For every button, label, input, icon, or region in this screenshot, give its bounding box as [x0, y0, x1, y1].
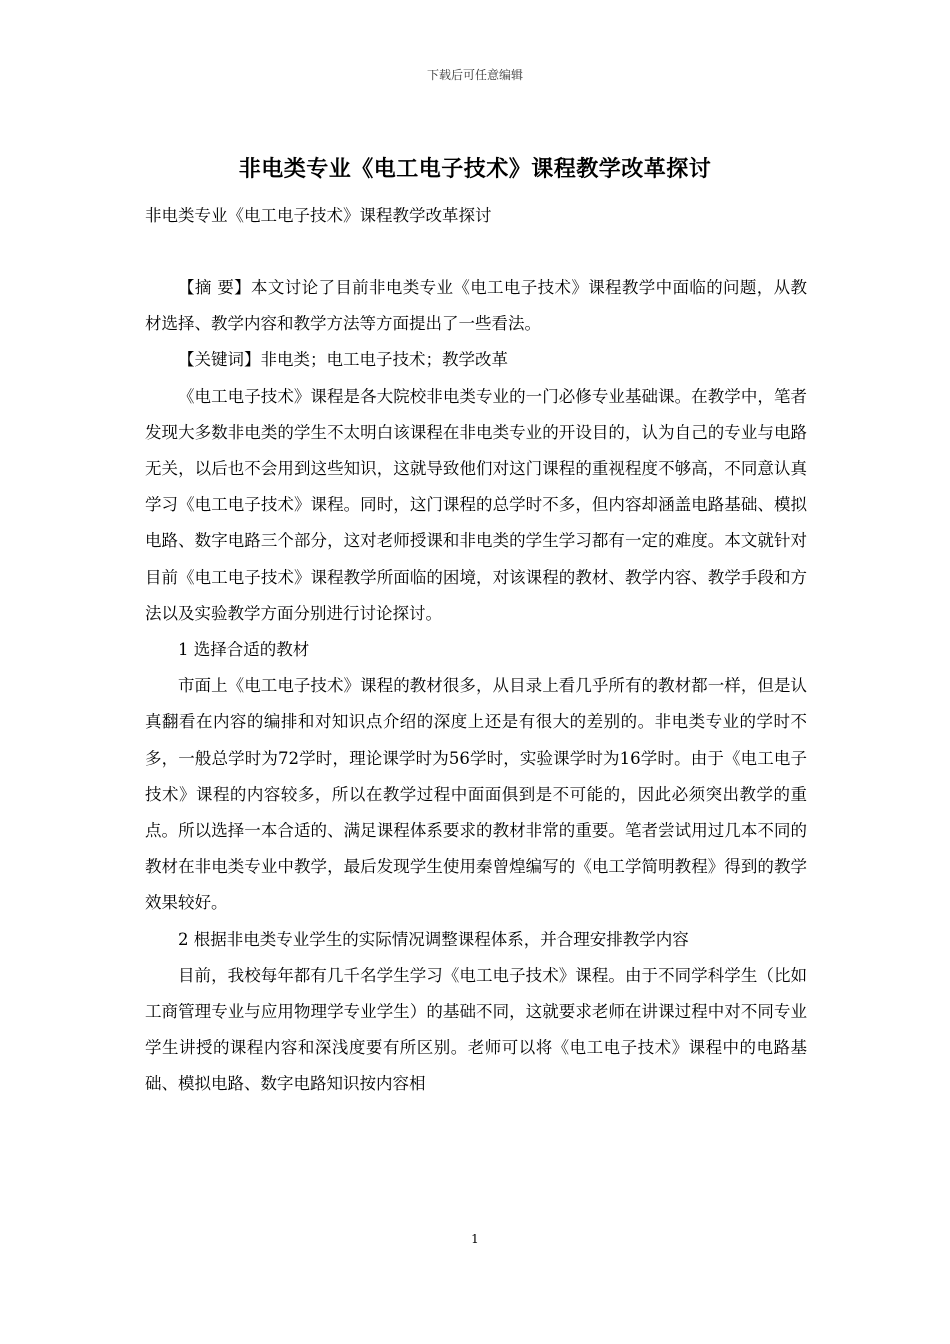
page-number: 1	[471, 1232, 479, 1246]
section-2-paragraph: 目前，我校每年都有几千名学生学习《电工电子技术》课程。由于不同学科学生（比如工商管理专业与应用物理学专业学生）的基础不同，这就要求老师在讲课过程中对不同专业学生讲授的课程内容和深浅度要有所区别。老师可以将《电工电子技术》课程中的电路基础、模拟电路、数字电路知识按内容相	[145, 965, 807, 1094]
section-heading-1: 1 选择合适的教材	[178, 640, 310, 660]
document-subtitle: 非电类专业《电工电子技术》课程教学改革探讨	[145, 206, 492, 225]
keywords-paragraph: 【关键词】非电类；电工电子技术；教学改革	[178, 350, 508, 370]
document-body	[145, 270, 807, 1103]
section-1-paragraph: 市面上《电工电子技术》课程的教材很多，从目录上看几乎所有的教材都一样，但是认真翻看在内容的编排和对知识点介绍的深度上还是有很大的差别的。非电类专业的学时不多，一般总学时为72学时，理论课学时为56学时，实验课学时为16学时。由于《电工电子技术》课程的内容较多，所以在教学过程中面面俱到是不可能的，因此必须突出教学的重点。所以选择一本合适的、满足课程体系要求的教材非常的重要。笔者尝试用过几本不同的教材在非电类专业中教学，最后发现学生使用秦曾煌编写的《电工学简明教程》得到的教学效果较好。	[145, 676, 807, 913]
document-title: 非电类专业《电工电子技术》课程教学改革探讨	[238, 156, 712, 182]
page-header: 下载后可任意编辑	[426, 68, 523, 82]
intro-paragraph: 《电工电子技术》课程是各大院校非电类专业的一门必修专业基础课。在教学中，笔者发现大多数非电类的学生不太明白该课程在非电类专业的开设目的，认为自己的专业与电路无关，以后也不会用到这些知识，这就导致他们对这门课程的重视程度不够高，不同意认真学习《电工电子技术》课程。同时，这门课程的总学时不多，但内容却涵盖电路基础、模拟电路、数字电路三个部分，这对老师授课和非电类的学生学习都有一定的难度。本文就针对目前《电工电子技术》课程教学所面临的困境，对该课程的教材、教学内容、教学手段和方法以及实验教学方面分别进行讨论探讨。	[145, 386, 807, 623]
section-heading-2: 2 根据非电类专业学生的实际情况调整课程体系，并合理安排教学内容	[178, 929, 689, 949]
abstract-paragraph: 【摘 要】本文讨论了目前非电类专业《电工电子技术》课程教学中面临的问题，从教材选择、教学内容和教学方法等方面提出了一些看法。	[145, 278, 807, 334]
